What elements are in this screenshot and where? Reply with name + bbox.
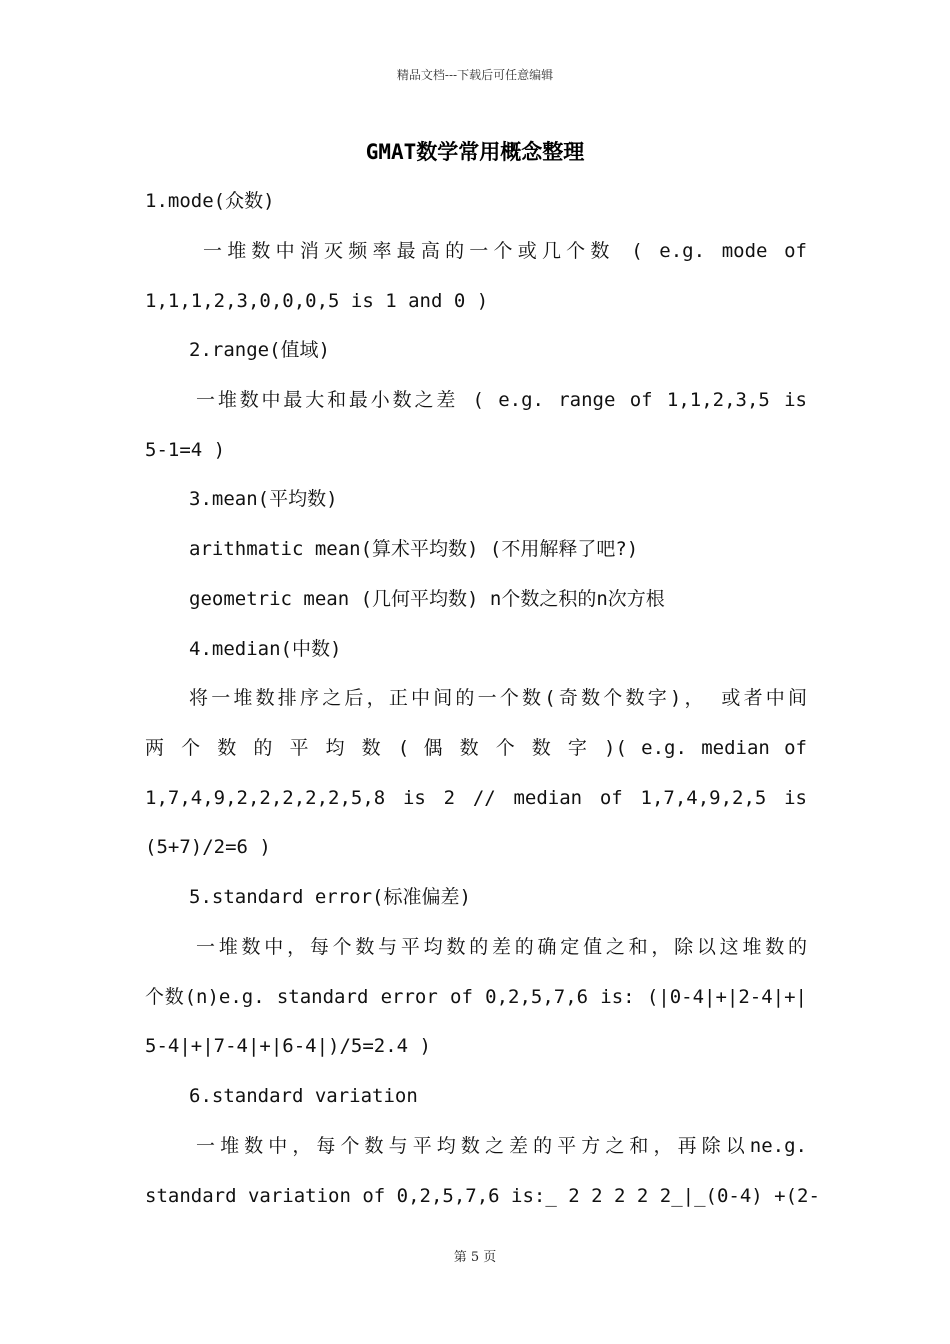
paragraph-line: (5+7)/2=6 ) [145,836,271,858]
paragraph-line: 5-1=4 ) [145,439,226,461]
section-heading-standard-variation: 6.standard variation [189,1085,418,1107]
paragraph-line: 一堆数中，每个数与平均数之差的平方之和，再除以ne.g. [196,1135,807,1157]
page-number: 第 5 页 [453,1250,497,1265]
section-heading-mean: 3.mean(平均数) [189,488,338,510]
paragraph-line: 一堆数中消灭频率最高的一个或几个数 ( e.g. mode of [203,240,807,262]
section-heading-mode: 1.mode(众数) [145,190,275,212]
section-heading-median: 4.median(中数) [189,638,342,660]
paragraph-line: 5-4|+|7-4|+|6-4|)/5=2.4 ) [145,1035,431,1057]
section-heading-standard-error: 5.standard error(标准偏差) [189,886,471,908]
paragraph-line: standard variation of 0,2,5,7,6 is:_ 2 2 2 2 2_|_(0-4) +(2- [145,1185,820,1207]
document-title: GMAT数学常用概念整理 [365,140,585,164]
paragraph-line: 将一堆数排序之后，正中间的一个数(奇数个数字)， 或者中间 [189,687,807,709]
paragraph-line: 个数(n)e.g. standard error of 0,2,5,7,6 is: (|0-4|+|2-4|+| [145,986,807,1008]
paragraph-line: 两 个 数 的 平 均 数 ( 偶 数 个 数 字 )( e.g. median of [145,737,807,759]
paragraph-line: 1,7,4,9,2,2,2,2,2,5,8 is 2 // median of 1,7,4,9,2,5 is [145,787,807,809]
section-heading-range: 2.range(值域) [189,339,330,361]
paragraph-line: 一堆数中，每个数与平均数的差的确定值之和，除以这堆数的 [196,936,807,958]
page-header: 精品文档---下载后可任意编辑 [396,68,554,82]
paragraph-line: 1,1,1,2,3,0,0,0,5 is 1 and 0 ) [145,290,489,312]
paragraph-line: arithmatic mean(算术平均数) (不用解释了吧?) [189,538,639,560]
paragraph-line: 一堆数中最大和最小数之差 ( e.g. range of 1,1,2,3,5 is [196,389,807,411]
paragraph-line: geometric mean (几何平均数) n个数之积的n次方根 [189,588,665,610]
